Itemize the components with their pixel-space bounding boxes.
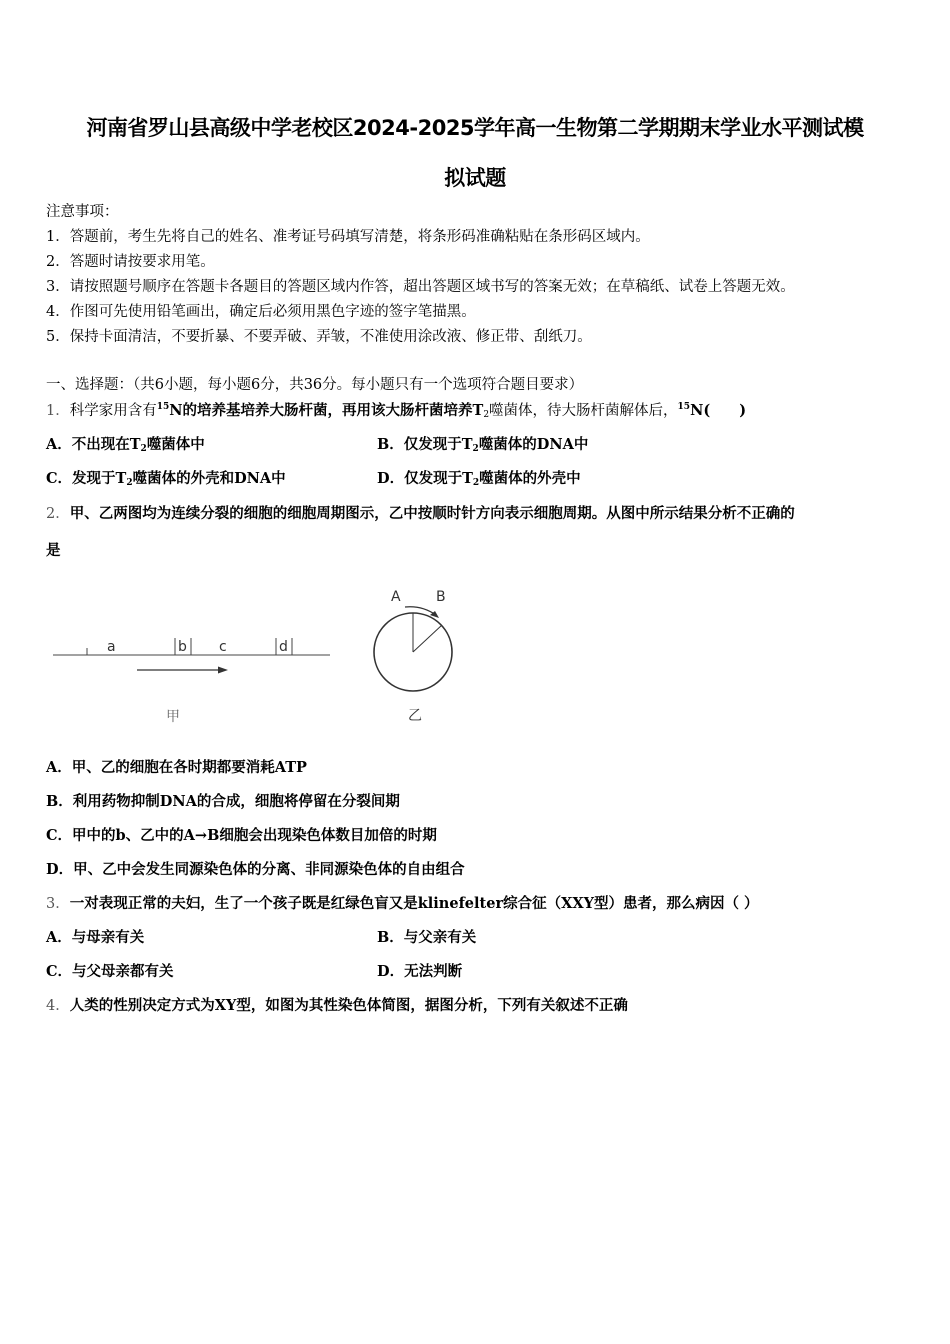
figure-jia — [50, 620, 340, 730]
question-4-stem: 4．人类的性别决定方式为XY型，如图为其性染色体简图，据图分析，下列有关叙述不正确 — [46, 997, 628, 1014]
question-number: 3． — [46, 896, 70, 912]
notice-item: 5．保持卡面清洁，不要折暴、不要弄破、弄皱，不准使用涂改液、修正带、刮纸刀。 — [46, 329, 592, 345]
segment-label-c: c — [219, 639, 227, 655]
question-number: 4． — [46, 998, 70, 1014]
question-2-option-c: C．甲中的b、乙中的A→B细胞会出现染色体数目加倍的时期 — [46, 827, 437, 844]
figure-caption-jia: 甲 — [166, 709, 180, 725]
question-1-option-b: B．仅发现于$T_2$噬菌体的DNA中 — [377, 436, 589, 454]
notice-heading: 注意事项： — [46, 204, 119, 220]
figure-caption-yi: 乙 — [408, 708, 422, 724]
question-1-option-d: D．仅发现于$T_2$噬菌体的外壳中 — [377, 470, 581, 488]
segment-label-b: b — [178, 639, 187, 655]
segment-label-d: d — [279, 639, 288, 655]
page-title-line1: 河南省罗山县高级中学老校区2024-2025学年高一生物第二学期期末学业水平测试模 — [86, 116, 864, 140]
question-3-option-c: C．与父母亲都有关 — [46, 963, 174, 980]
question-3-stem: 3．一对表现正常的夫妇，生了一个孩子既是红绿色盲又是klinefelter综合征（XXY型）患者，那么病因（ ） — [46, 895, 759, 912]
page-title-line2: 拟试题 — [444, 166, 506, 190]
segment-label-a: a — [107, 639, 116, 655]
question-2-option-d: D．甲、乙中会发生同源染色体的分离、非同源染色体的自由组合 — [46, 861, 465, 878]
point-label-a: A — [391, 589, 401, 605]
notice-item: 1．答题前，考生先将自己的姓名、准考证号码填写清楚，将条形码准确粘贴在条形码区域内。 — [46, 229, 650, 245]
question-number: 2． — [46, 506, 70, 522]
figure-yi — [360, 580, 470, 730]
question-1-option-c: C．发现于$T_2$噬菌体的外壳和DNA中 — [46, 470, 286, 488]
question-3-option-a: A．与母亲有关 — [46, 929, 145, 946]
question-1-stem: 1．科学家用含有$^{15}$N的培养基培养大肠杆菌，再用该大肠杆菌培养$T_2$噬菌体，待大肠杆菌解体后，$^{15}$N( ) — [46, 402, 747, 420]
question-2-stem: 2．甲、乙两图均为连续分裂的细胞的细胞周期图示，乙中按顺时针方向表示细胞周期。从图中所示结果分析不正确的 — [46, 505, 795, 522]
question-1-option-a: A．不出现在$T_2$噬菌体中 — [46, 436, 205, 454]
section-heading: 一、选择题：（共6小题，每小题6分，共36分。每小题只有一个选项符合题目要求） — [46, 377, 584, 393]
notice-item: 3．请按照题号顺序在答题卡各题目的答题区域内作答，超出答题区域书写的答案无效；在草稿纸、试卷上答题无效。 — [46, 279, 795, 295]
question-2-option-b: B．利用药物抑制DNA的合成，细胞将停留在分裂间期 — [46, 793, 400, 810]
notice-item: 2．答题时请按要求用笔。 — [46, 254, 215, 270]
question-2-option-a: A．甲、乙的细胞在各时期都要消耗ATP — [46, 759, 307, 776]
question-3-option-d: D．无法判断 — [377, 963, 463, 980]
point-label-b: B — [436, 589, 446, 605]
notice-item: 4．作图可先使用铅笔画出，确定后必须用黑色字迹的签字笔描黑。 — [46, 304, 476, 320]
question-3-option-b: B．与父亲有关 — [377, 929, 477, 946]
question-number: 1． — [46, 403, 70, 419]
question-2-stem-continued: 是 — [46, 542, 61, 559]
